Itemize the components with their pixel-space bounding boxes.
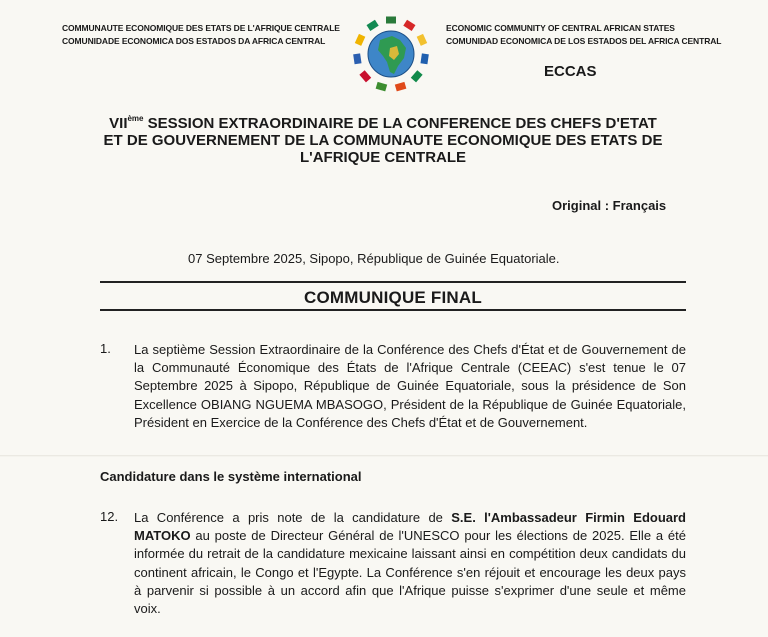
paragraph-12-text-start: La Conférence a pris note de la candidature de: [134, 510, 452, 525]
header-left: [62, 22, 340, 48]
section-heading: Candidature dans le système international: [100, 469, 362, 484]
paragraph-12-number: 12.: [100, 509, 119, 524]
candidate-name: S.E. l'Ambassadeur Firmin Edouard MATOKO: [134, 510, 687, 544]
member-flag-icon: [355, 34, 366, 46]
header-portuguese-name: COMUNIDADE ECONOMICA DOS ESTADOS DA AFRICA CENTRAL: [62, 36, 326, 46]
member-flag-icon: [411, 70, 423, 82]
member-flag-icon: [417, 34, 428, 46]
header-right: [446, 22, 721, 48]
paragraph-12-text-end: au poste de Directeur Général de l'UNESCO pour les élections de 2025. Elle a été informée du retrait de la candidature mexicaine laissant ainsi en compétition deux candidats du continent africain, le Congo et l'Egypte. La Conférence s'en réjouit et encourage les deux pays à parvenir si possible à un accord afin que l'Afrique puisse s'exprimer d'une seule et même voix.: [134, 528, 686, 617]
original-language: Original : Français: [552, 198, 667, 213]
member-flag-icon: [353, 53, 361, 64]
session-title: [100, 110, 666, 166]
session-ordinal-suffix: ème: [127, 114, 144, 123]
member-flag-icon: [395, 82, 407, 92]
session-ordinal: VII: [109, 115, 128, 132]
member-flag-icon: [386, 17, 396, 24]
session-title-text: SESSION EXTRAORDINAIRE DE LA CONFERENCE DES CHEFS D'ETAT ET DE GOUVERNEMENT DE LA COMMUNAUTE ECONOMIQUE DES ETATS DE L'AFRIQUE CENTRALE: [103, 115, 663, 166]
member-flag-icon: [376, 82, 388, 92]
member-flag-icon: [359, 70, 371, 82]
header-french-name: COMMUNAUTE ECONOMIQUE DES ETATS DE L'AFRIQUE CENTRALE: [62, 23, 340, 33]
eccas-acronym: ECCAS: [544, 63, 597, 80]
member-flag-icon: [367, 20, 379, 31]
paragraph-1-number: 1.: [100, 341, 111, 356]
header-english-name: ECONOMIC COMMUNITY OF CENTRAL AFRICAN STATES: [446, 23, 675, 33]
title-bottom-rule: [100, 309, 686, 311]
eccas-logo: [350, 12, 432, 96]
communique-title: COMMUNIQUE FINAL: [304, 288, 482, 307]
member-flag-icon: [403, 20, 415, 31]
paragraph-1: La septième Session Extraordinaire de la Conférence des Chefs d'État et de Gouvernement de la Communauté Économique des États de l'Afrique Centrale (CEEAC) s'est tenue le 07 Septembre 2025 à Sipopo, République de Guinée Equatoriale, sous la présidence de Son Excellence OBIANG NGUEMA MBASOGO, Président de la République de Guinée Equatoriale, Président en Exercice de la Conférence des Chefs d'État et de Gouvernement.: [134, 342, 686, 430]
header-spanish-name: COMUNIDAD ECONOMICA DE LOS ESTADOS DEL AFRICA CENTRAL: [446, 36, 722, 46]
title-top-rule: [100, 281, 686, 283]
member-flag-icon: [420, 53, 428, 64]
dateline: 07 Septembre 2025, Sipopo, République de Guinée Equatoriale.: [188, 251, 560, 266]
paragraph-12: [134, 509, 686, 618]
page-fold: [0, 455, 768, 457]
